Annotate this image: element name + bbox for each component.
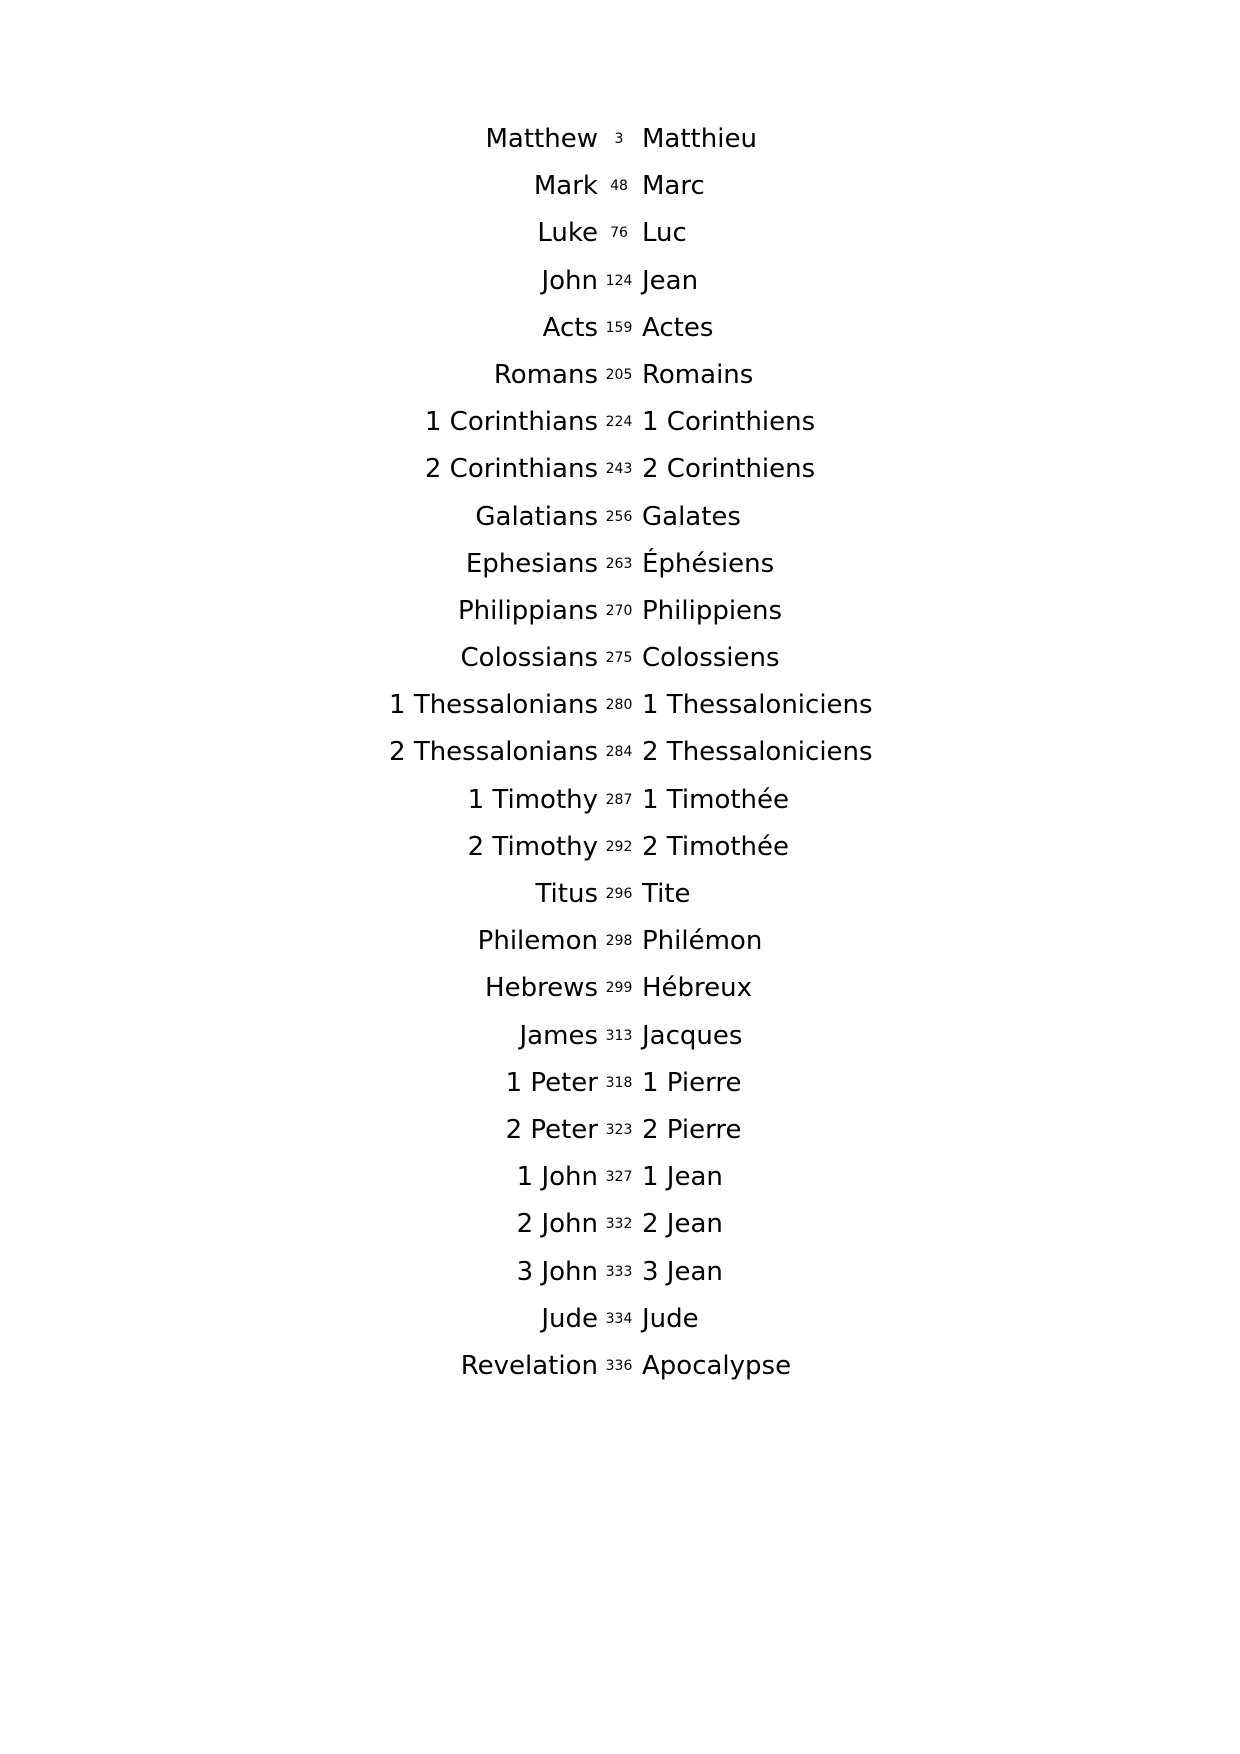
english-book-name: 1 Thessalonians xyxy=(389,690,598,721)
english-book-name: 2 Thessalonians xyxy=(389,737,598,768)
page-number: 318 xyxy=(605,1074,633,1091)
english-book-name: 1 John xyxy=(516,1162,598,1193)
toc-row[interactable] xyxy=(0,261,1240,308)
english-book-name: Mark xyxy=(533,171,598,202)
french-book-name: Matthieu xyxy=(642,124,757,154)
english-book-name: Titus xyxy=(535,879,598,909)
french-book-name: Jude xyxy=(642,1303,699,1334)
english-book-name: Matthew xyxy=(485,124,598,154)
english-book-name: Ephesians xyxy=(465,548,598,579)
page-number: 256 xyxy=(605,508,633,525)
english-book-name: 1 Timothy xyxy=(467,784,598,815)
english-book-name: 1 Corinthians xyxy=(424,407,598,438)
page-number: 332 xyxy=(605,1216,633,1233)
page-number: 334 xyxy=(605,1310,633,1327)
french-book-name: Galates xyxy=(642,501,741,532)
page-number: 284 xyxy=(605,744,633,761)
french-book-name: Colossiens xyxy=(642,643,780,674)
french-book-name: Jean xyxy=(642,265,699,296)
toc-row[interactable] xyxy=(0,308,1240,355)
french-book-name: 2 Timothée xyxy=(642,831,790,862)
toc-row[interactable] xyxy=(0,119,1240,166)
page-number: 313 xyxy=(605,1027,633,1044)
page-number: 296 xyxy=(605,886,633,902)
french-book-name: Luc xyxy=(642,218,687,249)
page-number: 263 xyxy=(605,555,633,572)
english-book-name: Luke xyxy=(537,218,598,249)
toc-row[interactable] xyxy=(0,874,1240,921)
toc-row[interactable] xyxy=(0,1063,1240,1110)
toc-row[interactable] xyxy=(0,213,1240,260)
page-number: 327 xyxy=(605,1169,633,1186)
toc-row[interactable] xyxy=(0,1204,1240,1251)
page-number: 48 xyxy=(610,178,628,195)
english-book-name: 2 Corinthians xyxy=(424,454,598,485)
french-book-name: Tite xyxy=(642,879,691,909)
toc-row[interactable] xyxy=(0,449,1240,496)
english-book-name: 2 John xyxy=(516,1209,598,1240)
page-number: 3 xyxy=(614,131,624,147)
page-number: 287 xyxy=(605,791,633,808)
french-book-name: 1 Corinthiens xyxy=(642,407,816,438)
page-number: 224 xyxy=(605,414,633,431)
french-book-name: Jacques xyxy=(642,1020,743,1051)
french-book-name: 1 Thessaloniciens xyxy=(642,690,873,721)
english-book-name: Philippians xyxy=(457,595,598,626)
english-book-name: James xyxy=(519,1020,598,1051)
french-book-name: 1 Jean xyxy=(642,1162,723,1193)
page-number: 299 xyxy=(605,980,633,997)
french-book-name: Romains xyxy=(642,359,754,390)
french-book-name: Philippiens xyxy=(642,595,783,626)
english-book-name: Revelation xyxy=(460,1350,598,1381)
english-book-name: Acts xyxy=(542,312,598,343)
toc-row[interactable] xyxy=(0,638,1240,685)
page-number: 298 xyxy=(605,933,633,950)
french-book-name: 2 Thessaloniciens xyxy=(642,737,873,768)
english-book-name: Romans xyxy=(493,359,598,390)
toc-row[interactable] xyxy=(0,1299,1240,1346)
toc-row[interactable] xyxy=(0,402,1240,449)
english-book-name: John xyxy=(541,265,598,296)
page-number: 243 xyxy=(605,461,633,478)
page-number: 323 xyxy=(605,1121,633,1138)
page-number: 76 xyxy=(610,225,628,242)
page-number: 205 xyxy=(605,366,633,383)
toc-row[interactable] xyxy=(0,544,1240,591)
toc-row[interactable] xyxy=(0,921,1240,968)
english-book-name: Colossians xyxy=(460,643,598,674)
english-book-name: 3 John xyxy=(516,1256,598,1287)
french-book-name: Actes xyxy=(642,312,714,343)
french-book-name: 3 Jean xyxy=(642,1256,723,1287)
toc-row[interactable] xyxy=(0,1157,1240,1204)
french-book-name: 1 Timothée xyxy=(642,784,790,815)
toc-row[interactable] xyxy=(0,968,1240,1015)
page-number: 270 xyxy=(605,602,633,619)
english-book-name: Galatians xyxy=(475,501,598,532)
english-book-name: 2 Peter xyxy=(505,1114,598,1145)
page-number: 124 xyxy=(605,272,633,289)
toc-row[interactable] xyxy=(0,732,1240,779)
english-book-name: Jude xyxy=(541,1303,598,1334)
toc-row[interactable] xyxy=(0,591,1240,638)
toc-row[interactable] xyxy=(0,780,1240,827)
page-number: 333 xyxy=(605,1263,633,1280)
english-book-name: Philemon xyxy=(477,926,598,957)
french-book-name: 2 Pierre xyxy=(642,1114,742,1145)
english-book-name: 1 Peter xyxy=(505,1067,598,1098)
page-number: 275 xyxy=(605,650,633,667)
toc-row[interactable] xyxy=(0,166,1240,213)
french-book-name: 2 Corinthiens xyxy=(642,454,816,485)
french-book-name: Marc xyxy=(642,171,705,202)
page-number: 280 xyxy=(605,697,633,714)
toc-row[interactable] xyxy=(0,497,1240,544)
english-book-name: 2 Timothy xyxy=(467,831,598,862)
french-book-name: Éphésiens xyxy=(642,548,775,579)
table-of-contents xyxy=(0,119,1240,1393)
english-book-name: Hebrews xyxy=(485,973,598,1004)
page-number: 336 xyxy=(605,1357,633,1374)
french-book-name: Apocalypse xyxy=(642,1350,792,1381)
french-book-name: 2 Jean xyxy=(642,1209,723,1240)
toc-row[interactable] xyxy=(0,355,1240,402)
french-book-name: Hébreux xyxy=(642,973,753,1004)
toc-row[interactable] xyxy=(0,827,1240,874)
toc-row[interactable] xyxy=(0,1016,1240,1063)
toc-row[interactable] xyxy=(0,1346,1240,1393)
page-number: 159 xyxy=(605,319,633,336)
toc-row[interactable] xyxy=(0,685,1240,732)
page-number: 292 xyxy=(605,838,633,855)
toc-row[interactable] xyxy=(0,1252,1240,1299)
french-book-name: 1 Pierre xyxy=(642,1067,742,1098)
toc-row[interactable] xyxy=(0,1110,1240,1157)
french-book-name: Philémon xyxy=(642,926,763,957)
